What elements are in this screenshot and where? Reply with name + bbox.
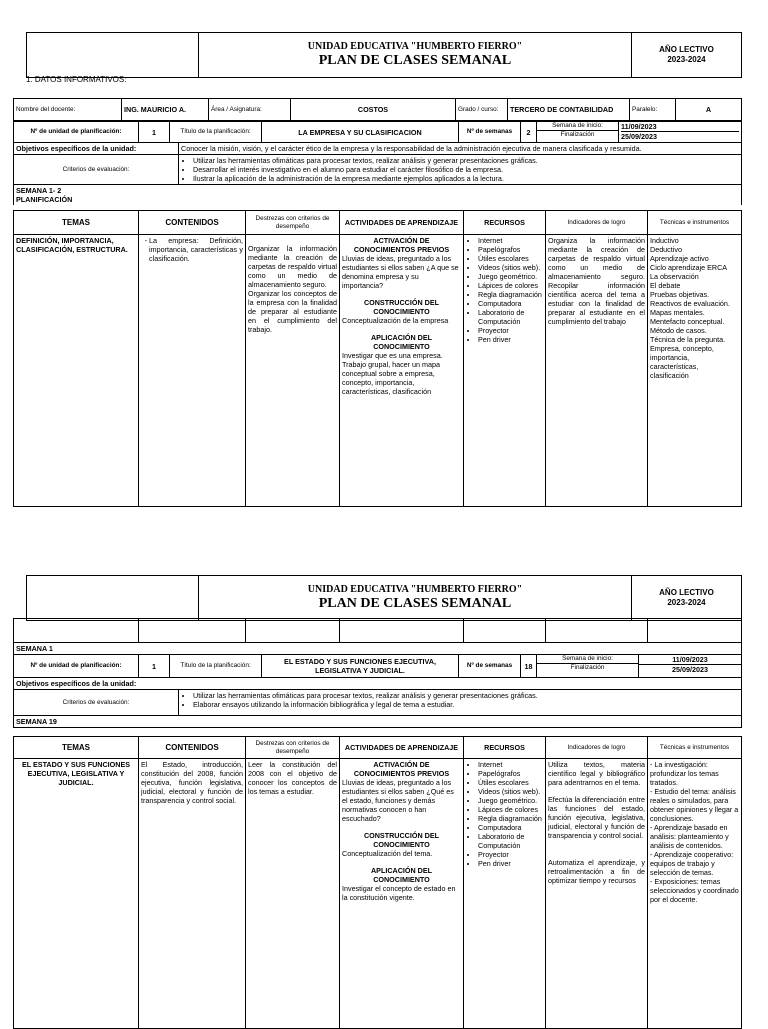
fin-value: 25/09/2023 [672,665,708,674]
semana-label: SEMANA 1- 2 [16,186,62,195]
objetivos-label: Objetivos específicos de la unidad: [14,143,179,155]
indicadores-text-1: Utiliza textos, materia científico legal y bibliográfico para adentrarnos en el tema. [548,760,645,787]
tecnica-item: Reactivos de evaluación. [650,299,730,308]
unidad-value: 1 [139,122,170,143]
recurso-item: • Juego geométrico. [478,796,543,805]
plan1-info-table [13,98,742,121]
plan-title: PLAN DE CLASES SEMANAL [318,52,512,68]
actividades-cell [340,235,464,507]
blank-cell [14,619,139,643]
semanas-label: Nº de semanas [459,122,521,143]
unidad-label: Nº de unidad de planificación: [14,655,139,678]
unidad-label: Nº de unidad de planificación: [14,122,139,143]
titulo-value: EL ESTADO Y SUS FUNCIONES EJECUTIVA, LEGISLATIVA Y JUDICIAL. [262,655,459,678]
grado-value: TERCERO DE CONTABILIDAD [508,99,630,121]
col-recursos: RECURSOS [464,211,546,235]
indicadores-text-3: Automatiza el aprendizaje, y retroalimentación a fin de optimizar tiempo y recursos [548,858,645,885]
recursos-cell [464,235,546,507]
temas-cell: EL ESTADO Y SUS FUNCIONES EJECUTIVA, LEGISLATIVA Y JUDICIAL. [14,759,139,1029]
tecnica-item: Deductivo [650,245,682,254]
docente-label: Nombre del docente: [14,99,122,121]
week-cell [14,185,742,206]
act-text-1: Lluvias de ideas, preguntado a los estudiantes si ellos saben ¿A que se denomina empresa y su importancia? [342,254,459,290]
destrezas-text-2: Organizar los conceptos de la empresa con la finalidad de preparar al estudiante en el cumplimiento del trabajo. [248,289,337,334]
act-text-2: Conceptualización de la empresa [342,316,449,325]
tecnica-item: - Aprendizaje cooperativo: equipos de trabajo y selección de temas. [650,850,734,877]
area-label: Área / Asignatura: [209,99,291,121]
tecnica-item: - La investigación: profundizar los temas tratados. [650,760,719,787]
inicio-label: Semana de inicio: [537,122,618,131]
criterio-item: • Utilizar las herramientas ofimáticas para procesar textos, realizar análisis y generar presentaciones gráficas. [193,691,739,700]
indicadores-cell: Organiza la información mediante la creación de carpetas de respaldo virtual como un medio de almacenamiento seguro. Recopilar información científica acerca del tema a estudiar con la finalidad de preparar al estudiante en el cumplimiento del trabajo [546,235,648,507]
recursos-cell [464,759,546,1029]
semanas-label: Nº de semanas [459,655,521,678]
col-actividades: ACTIVIDADES DE APRENDIZAJE [340,211,464,235]
temas-cell: DEFINICIÓN, IMPORTANCIA, CLASIFICACIÓN, ESTRUCTURA. [14,235,139,507]
fechas-labels [537,655,639,678]
inicio-value: 11/09/2023 [639,655,741,665]
col-temas: TEMAS [14,737,139,759]
paralelo-value: A [676,99,742,121]
col-tecnicas: Técnicas e instrumentos [648,737,742,759]
fin-label: Finalización [560,131,595,138]
header-table-1 [26,32,742,78]
recurso-item: • Pen driver [478,859,543,868]
act-heading-3: APLICACIÓN DEL CONOCIMIENTO [370,866,433,884]
recurso-item: • Papelógrafos [478,245,543,254]
fechas-labels [537,122,619,143]
act-text-3: Investigar el concepto de estado en la constitución vigente. [342,884,456,902]
fin-label: Finalización [570,664,605,671]
plan1-objectives-table [13,142,742,205]
col-destrezas: Destrezas con criterios de desempeño [246,211,340,235]
grado-label: Grado / curso: [456,99,508,121]
year-value: 2023-2024 [667,55,706,64]
destrezas-text-1: Organizar la información mediante la creación de carpetas de respaldo virtual como un medio de almacenamiento seguro. [248,244,337,289]
col-temas: TEMAS [14,211,139,235]
recurso-item: • Laboratorio de Computación [478,308,543,326]
recurso-item: • Lápices de colores [478,805,543,814]
criterios-list [179,690,742,716]
tecnica-item: La observación [650,272,699,281]
header-blank-cell [27,33,199,78]
recurso-item: • Proyector [478,326,543,335]
blank-cell [139,619,246,643]
year-label: AÑO LECTIVO [659,588,714,597]
plan2-blank-row [13,618,742,655]
act-heading-1: ACTIVACIÓN DE CONOCIMIENTOS PREVIOS [353,760,450,778]
docente-value: ING. MAURICIO A. [122,99,209,121]
semana1-label: SEMANA 1 [14,643,742,655]
tecnica-item: El debate [650,281,681,290]
paralelo-label: Paralelo: [630,99,676,121]
tecnica-item: Inductivo [650,236,679,245]
recurso-item: • Útiles escolares [478,778,543,787]
year-value: 2023-2024 [667,598,706,607]
col-contenidos: CONTENIDOS [139,737,246,759]
fin-value: 25/09/2023 [621,132,657,141]
act-heading-2: CONSTRUCCIÓN DEL CONOCIMIENTO [363,831,440,849]
planificacion-label: PLANIFICACIÓN [16,195,73,204]
tecnica-item: Mapas mentales. [650,308,705,317]
criterio-item: • Elaborar ensayos utilizando la información bibliográfica y legal de tema a estudiar. [193,700,739,709]
recurso-item: • Videos (sitios web). [478,263,543,272]
col-destrezas: Destrezas con criterios de desempeño [246,737,340,759]
section-title: 1. DATOS INFORMATIVOS: [26,75,127,84]
criterio-item: • Desarrollar el interés investigativo en el alumno para estudiar el carácter filosófico de la empresa. [193,165,739,174]
destrezas-cell: Leer la constitución del 2008 con el objetivo de conocer los conceptos de los temas a estudiar. [246,759,340,1029]
unidad-value: 1 [139,655,170,678]
semanas-value: 2 [521,122,537,143]
recurso-item: • Regla diagramación [478,814,543,823]
inicio-label: Semana de inicio: [537,655,638,664]
fechas-values [619,122,742,143]
school-year-cell [632,576,742,621]
act-heading-1: ACTIVACIÓN DE CONOCIMIENTOS PREVIOS [353,236,450,254]
tecnica-item: Aprendizaje activo [650,254,709,263]
tecnica-item: Ciclo aprendizaje ERCA [650,263,728,272]
blank-cell [464,619,546,643]
tecnica-item: - Exposiciones: temas seleccionados y coordinado por el docente. [650,877,739,904]
tecnica-item: - Aprendizaje basado en análisis: planteamiento y análisis de contenidos. [650,823,729,850]
indicadores-text-2: Efectúa la diferenciación entre las funciones del estado, función ejecutiva, legislativa, judicial, electoral y función de transparencia y control social. [548,795,645,840]
col-tecnicas: Técnicas e instrumentos [648,211,742,235]
plan2-main-table [13,736,742,1029]
act-heading-2: CONSTRUCCIÓN DEL CONOCIMIENTO [363,298,440,316]
recurso-item: • Proyector [478,850,543,859]
recurso-item: • Computadora [478,823,543,832]
plan1-unit-table [13,121,742,143]
recurso-item: • Pen driver [478,335,543,344]
col-indicadores: Indicadores de logro [546,211,648,235]
act-text-3: Investigar que es una empresa. Trabajo grupal, hacer un mapa conceptual sobre a empresa, concepto, importancia, características, clasificación [342,351,443,396]
semanas-value: 18 [521,655,537,678]
recurso-item: • Videos (sitios web). [478,787,543,796]
header-table-2 [26,575,742,621]
tecnicas-cell [648,235,742,507]
blank-cell [648,619,742,643]
plan2-objectives-table [13,677,742,728]
recurso-item: • Útiles escolares [478,254,543,263]
objetivos-value: Conocer la misión, visión, y el carácter ético de la empresa y la responsabilidad de la administración ejecutiva de manera clasificada y resumida. [179,143,742,155]
titulo-label: Título de la planificación: [170,655,262,678]
recurso-item: • Internet [478,760,543,769]
tecnica-item: Empresa, concepto, importancia, características, clasificación [650,344,714,380]
header-title-cell [199,576,632,621]
plan-title: PLAN DE CLASES SEMANAL [318,595,512,611]
contenidos-cell: El Estado, introducción, constitución del 2008, función ejecutiva, función legislativa, judicial, electoral y función de transparencia y control social. [139,759,246,1029]
area-value: COSTOS [291,99,456,121]
recurso-item: • Laboratorio de Computación [478,832,543,850]
criterio-item: • Utilizar las herramientas ofimáticas para procesar textos, realizar análisis y generar presentaciones gráficas. [193,156,739,165]
school-name: UNIDAD EDUCATIVA "HUMBERTO FIERRO" [307,40,523,52]
recurso-item: • Juego geométrico. [478,272,543,281]
objetivos-label: Objetivos específicos de la unidad: [14,678,742,690]
tecnicas-cell [648,759,742,1029]
inicio-value: 11/09/2023 [621,122,739,132]
recurso-item: • Computadora [478,299,543,308]
act-heading-3: APLICACIÓN DEL CONOCIMIENTO [370,333,433,351]
titulo-label: Título de la planificación: [170,122,262,143]
school-name: UNIDAD EDUCATIVA "HUMBERTO FIERRO" [307,583,523,595]
plan1-main-table [13,210,742,507]
criterios-label: Criterios de evaluación: [14,690,179,716]
fechas-values [639,655,742,678]
header-title-cell [199,33,632,78]
act-text-1: Lluvias de ideas, preguntado a los estudiantes si ellos saben ¿Qué es el estado, funciones y demás normativas conocen o han escuchado? [342,778,454,823]
recurso-item: • Regla diagramación [478,290,543,299]
recurso-item: • Lápices de colores [478,281,543,290]
actividades-cell [340,759,464,1029]
criterio-item: • Ilustrar la aplicación de la administración de la empresa mediante ejemplos aplicados a la lectura. [193,174,739,183]
criterios-label: Criterios de evaluación: [14,155,179,185]
col-actividades: ACTIVIDADES DE APRENDIZAJE [340,737,464,759]
titulo-value: LA EMPRESA Y SU CLASIFICACION [262,122,459,143]
semana-label: SEMANA 19 [14,716,742,728]
year-label: AÑO LECTIVO [659,45,714,54]
blank-cell [340,619,464,643]
plan2-unit-table [13,654,742,678]
col-recursos: RECURSOS [464,737,546,759]
blank-cell [246,619,340,643]
header-blank-cell [27,576,199,621]
tecnica-item: - Estudio del tema: análisis reales o simulados, para obtener opiniones y llegar a conclusiones. [650,787,739,823]
school-year-cell [632,33,742,78]
col-contenidos: CONTENIDOS [139,211,246,235]
indicadores-cell [546,759,648,1029]
criterios-list [179,155,742,185]
col-indicadores: Indicadores de logro [546,737,648,759]
destrezas-cell [246,235,340,507]
contenidos-cell [139,235,246,507]
contenidos-item: - La empresa: Definición, importancia, características y clasificación. [149,236,243,263]
tecnica-item: Pruebas objetivas. [650,290,710,299]
recurso-item: • Internet [478,236,543,245]
act-text-2: Conceptualización del tema. [342,849,433,858]
blank-cell [546,619,648,643]
recurso-item: • Papelógrafos [478,769,543,778]
tecnica-item: Mentefacto conceptual. Método de casos. [650,317,725,335]
tecnica-item: Técnica de la pregunta. [650,335,726,344]
